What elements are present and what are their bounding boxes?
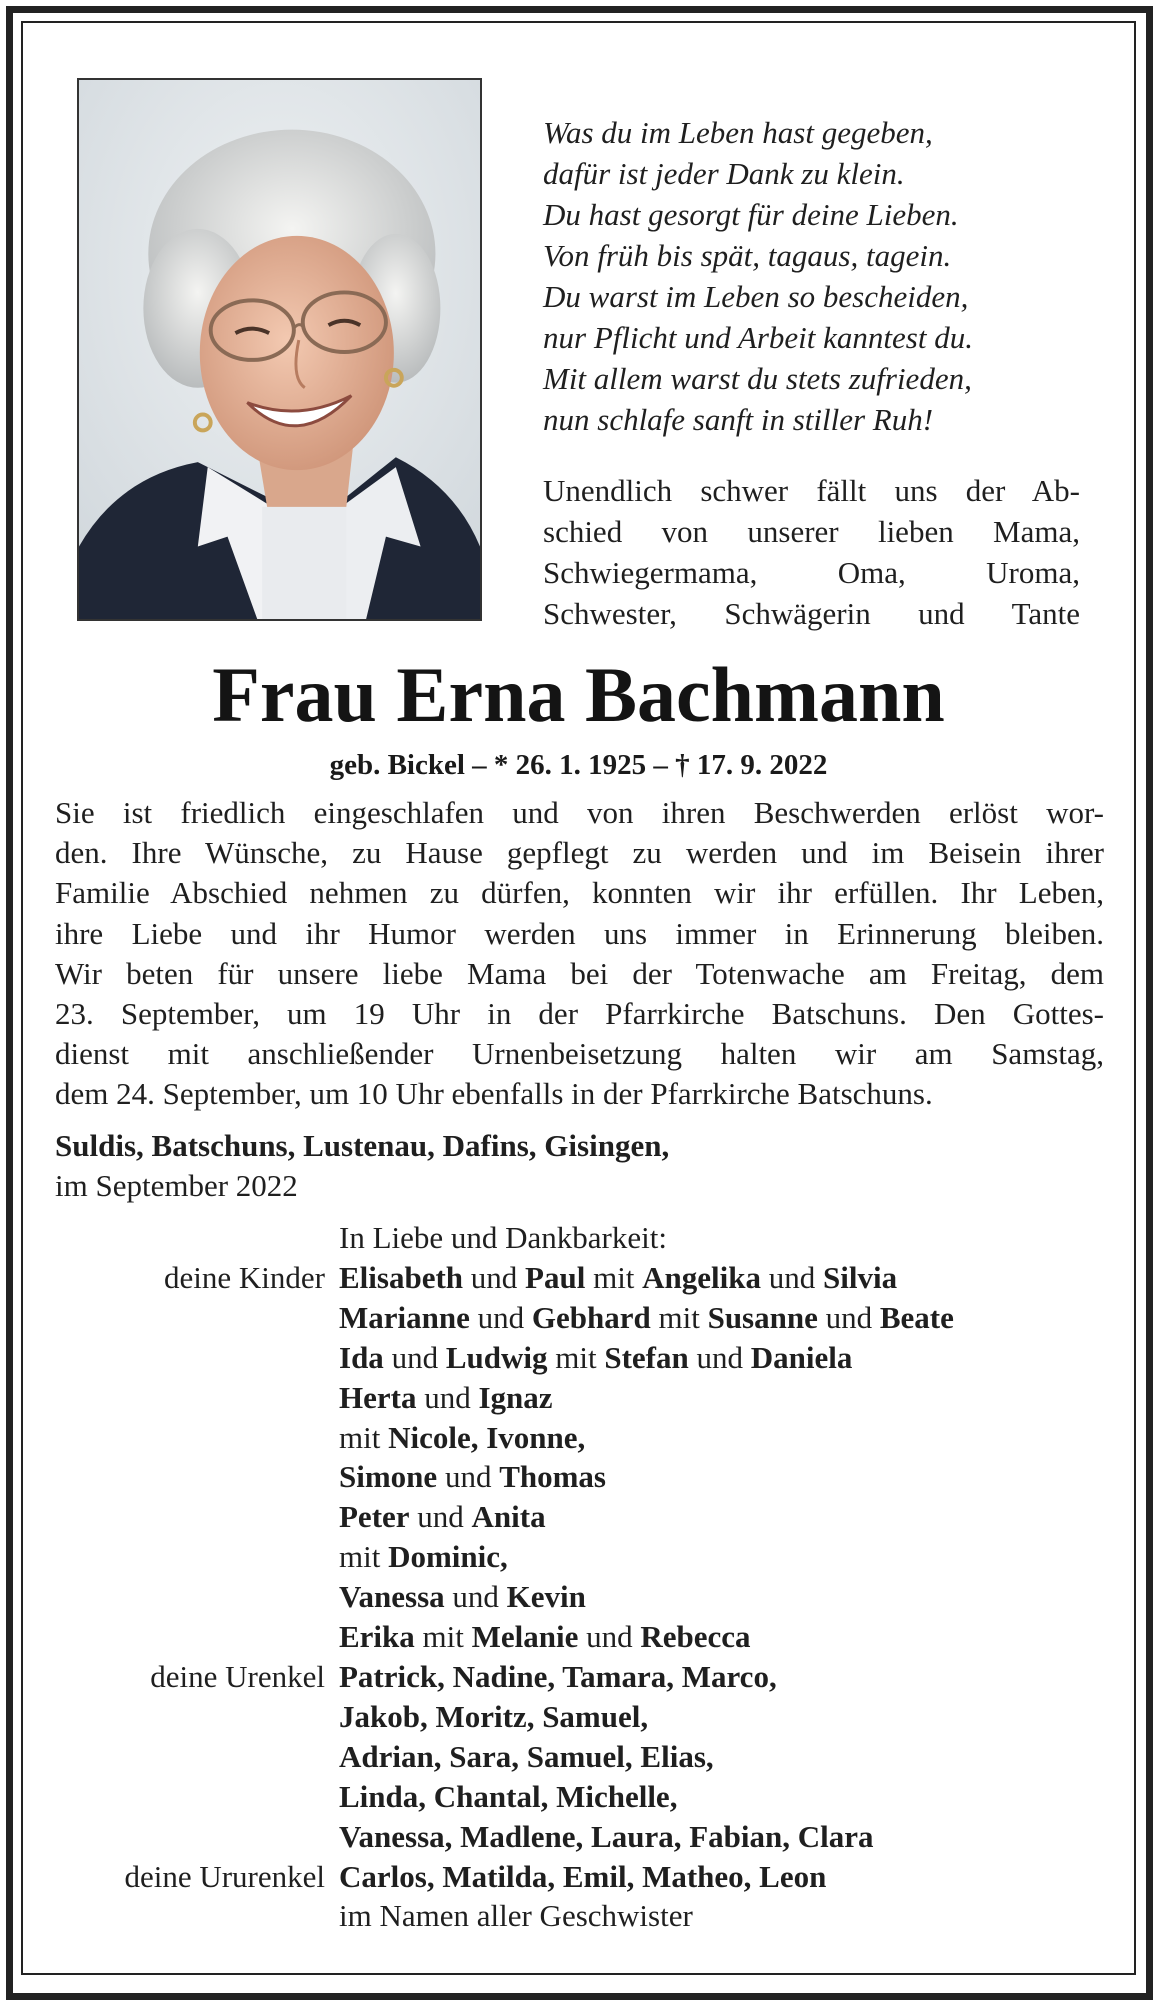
poem-line: Von früh bis spät, tagaus, tagein. [543,238,952,273]
connector-text: und [761,1259,824,1295]
intro-text [543,470,1080,634]
family-member-name: Paul [525,1259,586,1295]
family-row [55,1258,1115,1298]
family-row-label [55,1338,339,1378]
portrait-photo [77,78,482,621]
connector-text: und [463,1259,526,1295]
family-row-label [55,1817,339,1857]
poem [543,112,1083,440]
connector-text: mit [339,1539,389,1575]
family-row-names [339,1497,546,1537]
family-row [55,1418,1115,1458]
connector-text: und [383,1339,446,1375]
family-member-name: Linda, Chantal, Michelle, [339,1778,678,1814]
poem-line: nur Pflicht und Arbeit kanntest du. [543,320,973,355]
family-row-label: deine Urenkel [150,1658,325,1694]
family-member-name: Rebecca [640,1619,751,1655]
family-row [55,1457,1115,1497]
poem-line: Du hast gesorgt für deine Lieben. [543,197,959,232]
family-member-name: Thomas [499,1459,606,1495]
family-row-names [339,1777,677,1817]
family-row-names [339,1896,693,1936]
family-member-name: Dominic, [388,1539,508,1575]
family-member-name: Gebhard [531,1299,651,1335]
family-row-label [55,1457,339,1497]
family-member-name: Daniela [750,1339,853,1375]
family-row-names [339,1657,777,1697]
family-member-name: Vanessa [339,1579,445,1615]
intro-line: schied von unserer lieben Mama, [543,514,1080,549]
family-member-name: Kevin [506,1579,586,1615]
connector-text: und [469,1299,532,1335]
deceased-name: Frau Erna Bachmann [212,651,945,738]
family-row [55,1617,1115,1657]
family-row-label [55,1418,339,1458]
family-member-name: Ignaz [478,1379,553,1415]
body-line: 23. September, um 19 Uhr in der Pfarrkirche Batschuns. Den Gottes- [55,996,1104,1032]
body-text [55,793,1104,1115]
places-and-date [55,1126,1104,1206]
family-label-spacer [55,1218,339,1258]
family-row-names [339,1737,714,1777]
family-row-label [55,1577,339,1617]
places-list: Suldis, Batschuns, Lustenau, Dafins, Gisingen, [55,1128,670,1163]
body-line: den. Ihre Wünsche, zu Hause gepflegt zu werden und im Beisein ihrer [55,835,1104,871]
connector-text: mit [650,1299,708,1335]
family-row-label [55,1497,339,1537]
family-member-name: Stefan [604,1339,689,1375]
body-line: dem 24. September, um 10 Uhr ebenfalls in der Pfarrkirche Batschuns. [55,1076,933,1112]
family-row-names [339,1457,606,1497]
family-member-name: Melanie [471,1619,579,1655]
family-row [55,1896,1115,1936]
family-row-names [339,1577,586,1617]
family-member-name: Patrick, Nadine, Tamara, Marco, [339,1658,777,1694]
connector-text: mit [547,1339,605,1375]
family-row-names [339,1697,648,1737]
family-row-names [339,1817,874,1857]
family-row-names [339,1298,954,1338]
poem-line: Was du im Leben hast gegeben, [543,115,933,150]
poem-line: nun schlafe sanft in stiller Ruh! [543,402,934,437]
family-row [55,1298,1115,1338]
poem-line: dafür ist jeder Dank zu klein. [543,156,905,191]
intro-line: Schwester, Schwägerin und Tante [543,596,1080,631]
family-member-name: Nicole, Ivonne, [388,1419,586,1455]
family-heading-row [55,1218,1115,1258]
family-row [55,1737,1115,1777]
family-row-names [339,1537,508,1577]
connector-text: und [409,1499,472,1535]
family-row-label [55,1378,339,1418]
family-member-name: Erika [339,1619,415,1655]
family-member-name: Jakob, Moritz, Samuel, [339,1698,649,1734]
family-row-names [339,1258,897,1298]
family-member-name: Peter [339,1499,410,1535]
connector-text: im Namen aller Geschwister [339,1898,693,1934]
connector-text: und [437,1459,500,1495]
family-member-name: Ludwig [445,1339,548,1375]
family-member-name: Ida [339,1339,384,1375]
family-member-name: Simone [339,1459,438,1495]
family-row-names [339,1378,553,1418]
family-row [55,1657,1115,1697]
body-line: Wir beten für unsere liebe Mama bei der Totenwache am Freitag, dem [55,955,1104,991]
family-member-name: Angelika [642,1259,762,1295]
body-line: Familie Abschied nehmen zu dürfen, konnten wir ihr erfüllen. Ihr Leben, [55,875,1104,911]
family-member-name: Elisabeth [339,1259,464,1295]
family-row-label [55,1896,339,1936]
family-row-label [55,1617,339,1657]
family-row [55,1777,1115,1817]
intro-line: Unendlich schwer fällt uns der Ab- [543,473,1080,508]
connector-text: mit [585,1259,643,1295]
family-row-label: deine Kinder [164,1259,325,1295]
family-row-label [55,1537,339,1577]
family-heading: In Liebe und Dankbarkeit: [339,1220,667,1255]
family-member-name: Susanne [707,1299,818,1335]
family-row [55,1577,1115,1617]
connector-text: und [817,1299,880,1335]
connector-text: mit [414,1619,472,1655]
connector-text: und [444,1579,507,1615]
place-date: im September 2022 [55,1168,298,1203]
family-row [55,1857,1115,1897]
family-row [55,1378,1115,1418]
family-member-name: Herta [339,1379,417,1415]
poem-line: Du warst im Leben so bescheiden, [543,279,969,314]
family-row-label [55,1298,339,1338]
intro-line: Schwiegermama, Oma, Uroma, [543,555,1080,590]
family-row-names [339,1857,826,1897]
family-member-name: Carlos, Matilda, Emil, Matheo, Leon [339,1858,827,1894]
family-row [55,1537,1115,1577]
family-member-name: Vanessa, Madlene, Laura, Fabian, Clara [339,1818,874,1854]
family-row-label [55,1777,339,1817]
family-member-name: Marianne [339,1299,470,1335]
family-row-names [339,1418,585,1458]
body-line: ihre Liebe und ihr Humor werden uns immer in Erinnerung bleiben. [55,915,1104,951]
family-row [55,1697,1115,1737]
portrait-illustration [79,80,480,619]
family-member-name: Silvia [823,1259,898,1295]
connector-text: mit [339,1419,389,1455]
family-row-label: deine Ururenkel [124,1858,325,1894]
connector-text: und [578,1619,641,1655]
family-member-name: Anita [471,1499,546,1535]
connector-text: und [416,1379,479,1415]
family-member-name: Adrian, Sara, Samuel, Elias, [339,1738,714,1774]
poem-line: Mit allem warst du stets zufrieden, [543,361,972,396]
connector-text: und [688,1339,751,1375]
birth-death-dates: geb. Bickel – * 26. 1. 1925 – † 17. 9. 2022 [329,749,828,781]
family-member-name: Beate [879,1299,954,1335]
body-line: dienst mit anschließender Urnenbeisetzung halten wir am Samstag, [55,1036,1104,1072]
body-line: Sie ist friedlich eingeschlafen und von ihren Beschwerden erlöst wor- [55,795,1104,830]
family-row [55,1338,1115,1378]
family-row [55,1817,1115,1857]
family-list [55,1218,1115,1936]
family-row-names [339,1338,852,1378]
family-row-names [339,1617,751,1657]
family-row-label [55,1697,339,1737]
family-row-label [55,1737,339,1777]
family-row [55,1497,1115,1537]
